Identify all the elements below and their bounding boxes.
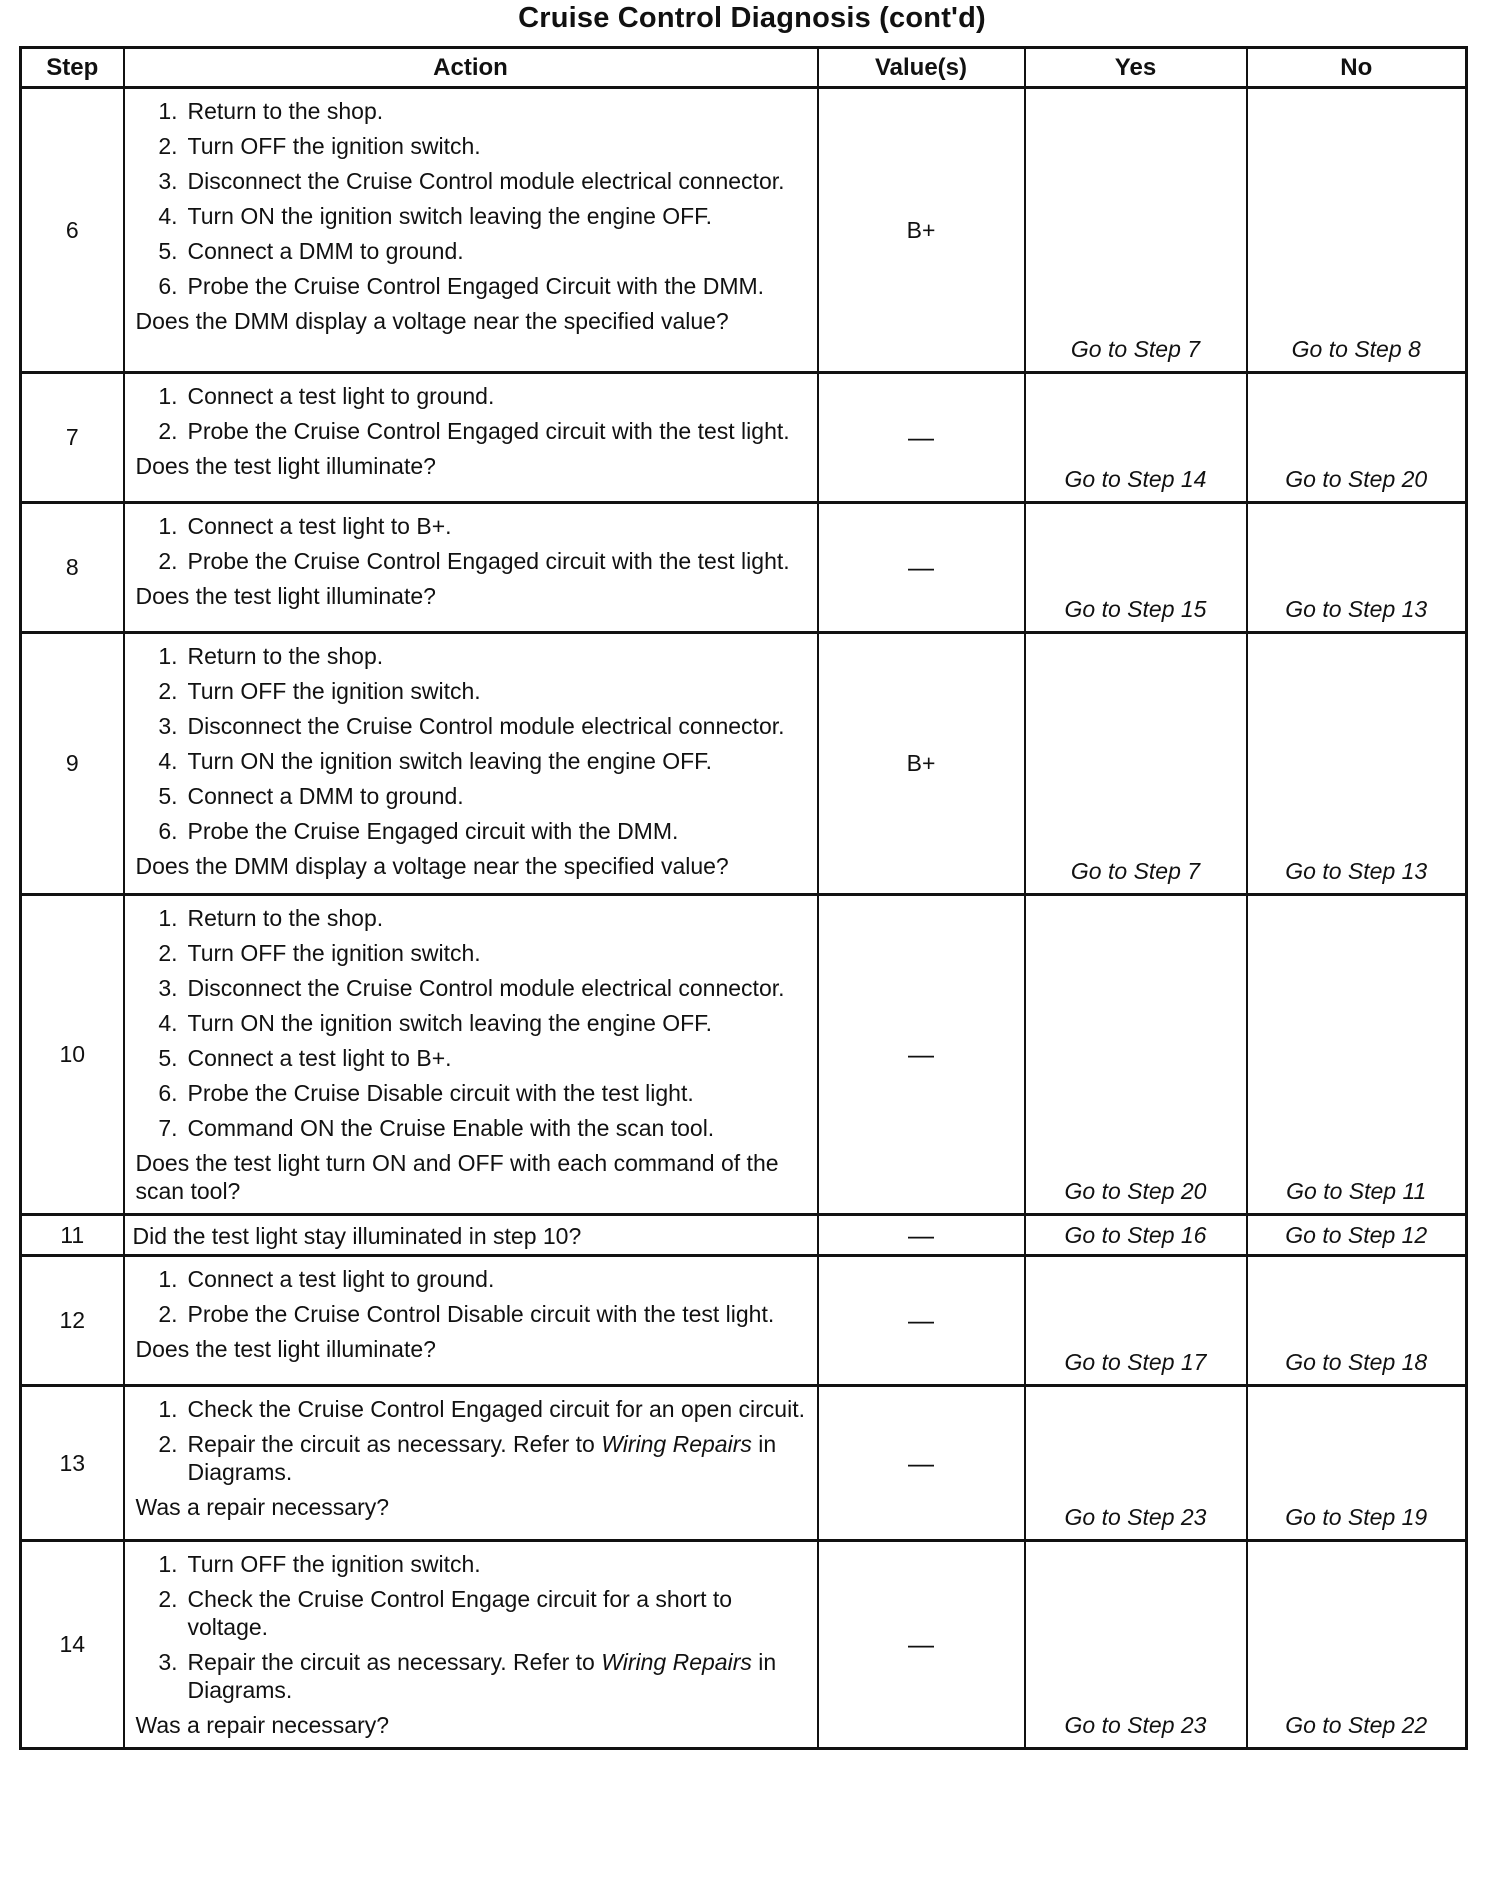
yes-goto: Go to Step 17 (1025, 1256, 1247, 1386)
action-steps (136, 1550, 809, 1704)
yes-goto: Go to Step 14 (1025, 373, 1247, 503)
table-row (21, 373, 1467, 503)
step-text-main: Probe the Cruise Engaged circuit with the DMM. (187, 818, 679, 844)
value-text: B+ (906, 750, 936, 776)
table-row (21, 503, 1467, 633)
step-index: 4. (158, 1010, 178, 1036)
step-index: 2. (158, 133, 178, 159)
step-text (188, 1300, 809, 1328)
step-index: 4. (158, 748, 178, 774)
header-value: Value(s) (818, 48, 1025, 88)
step-index: 2. (158, 1301, 178, 1327)
step-text (188, 1009, 809, 1037)
no-goto: Go to Step 22 (1247, 1541, 1467, 1749)
action-step (136, 642, 809, 670)
no-goto: Go to Step 19 (1247, 1386, 1467, 1541)
step-index: 1. (158, 1396, 178, 1422)
step-number: 14 (21, 1541, 124, 1749)
step-text-main: Turn OFF the ignition switch. (187, 1551, 481, 1577)
step-index: 1. (158, 98, 178, 124)
step-number: 11 (21, 1215, 124, 1256)
action-step (136, 237, 809, 265)
step-text (188, 1044, 809, 1072)
action-step (136, 1648, 809, 1704)
value-text: — (908, 1219, 934, 1250)
action-cell (124, 1215, 818, 1256)
step-text (188, 677, 809, 705)
action-step (136, 677, 809, 705)
no-goto: Go to Step 18 (1247, 1256, 1467, 1386)
header-yes: Yes (1025, 48, 1247, 88)
step-text (188, 1114, 809, 1142)
action-step (136, 1430, 809, 1486)
step-index: 2. (158, 548, 178, 574)
step-text-main: Turn ON the ignition switch leaving the engine OFF. (187, 1010, 713, 1036)
step-text-main: Return to the shop. (187, 905, 384, 931)
step-text-main: Probe the Cruise Control Engaged circuit with the test light. (187, 418, 790, 444)
step-text (188, 272, 809, 300)
step-text (188, 817, 809, 845)
header-action: Action (124, 48, 818, 88)
step-text-main: Probe the Cruise Disable circuit with the test light. (187, 1080, 694, 1106)
step-index: 2. (158, 418, 178, 444)
action-step (136, 167, 809, 195)
step-number: 6 (21, 88, 124, 373)
action-step (136, 1114, 809, 1142)
action-step (136, 417, 809, 445)
step-text (188, 167, 809, 195)
action-step (136, 1044, 809, 1072)
action-step (136, 547, 809, 575)
value-text: — (908, 1305, 934, 1335)
step-number: 8 (21, 503, 124, 633)
step-index: 4. (158, 203, 178, 229)
step-text-main: Connect a test light to ground. (187, 1266, 495, 1292)
step-index: 1. (158, 513, 178, 539)
action-step (136, 939, 809, 967)
step-number: 9 (21, 633, 124, 895)
value-text: — (908, 1447, 934, 1478)
step-text (188, 747, 809, 775)
action-steps (136, 904, 809, 1142)
step-index: 3. (158, 713, 178, 739)
step-text (188, 1585, 809, 1641)
step-index: 1. (158, 643, 178, 669)
step-text-main: Repair the circuit as necessary. Refer to (187, 1649, 602, 1675)
action-step (136, 512, 809, 540)
action-cell (124, 1256, 818, 1386)
action-steps (136, 97, 809, 300)
action-steps (136, 1265, 809, 1328)
no-goto: Go to Step 12 (1247, 1215, 1467, 1256)
question-text: Does the test light turn ON and OFF with each command of the scan tool? (135, 1150, 779, 1204)
step-index: 2. (158, 678, 178, 704)
step-text (188, 1648, 809, 1704)
step-text (188, 712, 809, 740)
step-index: 7. (158, 1115, 178, 1141)
step-number: 13 (21, 1386, 124, 1541)
action-step (136, 382, 809, 410)
action-cell (124, 1541, 818, 1749)
value-cell (818, 373, 1025, 503)
value-cell (818, 503, 1025, 633)
table-body (21, 88, 1467, 1749)
action-step (136, 817, 809, 845)
step-text-main: Check the Cruise Control Engaged circuit for an open circuit. (187, 1396, 805, 1422)
step-index: 2. (158, 1431, 178, 1457)
question-text: Did the test light stay illuminated in step 10? (132, 1223, 582, 1249)
value-cell (818, 88, 1025, 373)
step-text (188, 904, 809, 932)
action-cell (124, 503, 818, 633)
question-text: Does the DMM display a voltage near the specified value? (135, 853, 729, 879)
header-step: Step (21, 48, 124, 88)
action-step (136, 747, 809, 775)
diagnosis-table (19, 46, 1468, 1750)
action-step (136, 1585, 809, 1641)
step-text-main: Connect a test light to ground. (187, 383, 495, 409)
yes-goto: Go to Step 7 (1025, 633, 1247, 895)
step-text (188, 547, 809, 575)
yes-goto: Go to Step 7 (1025, 88, 1247, 373)
action-cell (124, 373, 818, 503)
action-step (136, 1079, 809, 1107)
value-cell (818, 1256, 1025, 1386)
step-index: 1. (158, 1551, 178, 1577)
yes-goto: Go to Step 15 (1025, 503, 1247, 633)
step-index: 1. (158, 383, 178, 409)
step-index: 2. (158, 940, 178, 966)
step-text-main: Turn ON the ignition switch leaving the engine OFF. (187, 203, 713, 229)
step-text-main: Turn ON the ignition switch leaving the engine OFF. (187, 748, 713, 774)
action-step (136, 202, 809, 230)
table-row (21, 633, 1467, 895)
no-goto: Go to Step 20 (1247, 373, 1467, 503)
step-index: 3. (158, 1649, 178, 1675)
action-step (136, 904, 809, 932)
step-index: 5. (158, 1045, 178, 1071)
step-index: 6. (158, 818, 178, 844)
no-goto: Go to Step 8 (1247, 88, 1467, 373)
step-text-main: Probe the Cruise Control Engaged circuit with the test light. (187, 548, 790, 574)
table-row (21, 88, 1467, 373)
question-text: Was a repair necessary? (135, 1494, 390, 1520)
action-step (136, 1395, 809, 1423)
page-title: Cruise Control Diagnosis (cont'd) (518, 2, 986, 34)
step-text (188, 1430, 809, 1486)
action-cell (124, 1386, 818, 1541)
action-step (136, 1009, 809, 1037)
step-text (188, 97, 809, 125)
action-cell (124, 895, 818, 1215)
action-step (136, 712, 809, 740)
step-text (188, 1079, 809, 1107)
step-text-main: Command ON the Cruise Enable with the scan tool. (187, 1115, 715, 1141)
action-steps (136, 512, 809, 575)
table-row (21, 1541, 1467, 1749)
step-index: 6. (158, 1080, 178, 1106)
step-text (188, 939, 809, 967)
step-text (188, 132, 809, 160)
reference-title: Wiring Repairs (601, 1431, 752, 1457)
step-index: 2. (158, 1586, 178, 1612)
action-step (136, 1265, 809, 1293)
step-text (188, 642, 809, 670)
step-text-after: in Diagrams. (187, 1431, 777, 1485)
step-text (188, 202, 809, 230)
step-index: 5. (158, 238, 178, 264)
value-cell (818, 1215, 1025, 1256)
no-goto: Go to Step 11 (1247, 895, 1467, 1215)
yes-goto: Go to Step 16 (1025, 1215, 1247, 1256)
action-cell (124, 633, 818, 895)
value-cell (818, 1386, 1025, 1541)
step-text-main: Return to the shop. (187, 98, 384, 124)
step-text-main: Disconnect the Cruise Control module electrical connector. (187, 713, 785, 739)
step-text (188, 782, 809, 810)
step-text (188, 1265, 809, 1293)
step-text-main: Turn OFF the ignition switch. (187, 133, 481, 159)
step-index: 3. (158, 975, 178, 1001)
step-index: 6. (158, 273, 178, 299)
step-text-main: Disconnect the Cruise Control module electrical connector. (187, 168, 785, 194)
yes-goto: Go to Step 20 (1025, 895, 1247, 1215)
step-index: 1. (158, 905, 178, 931)
no-goto: Go to Step 13 (1247, 503, 1467, 633)
step-text (188, 512, 809, 540)
header-no: No (1247, 48, 1467, 88)
action-steps (136, 1395, 809, 1486)
action-step (136, 974, 809, 1002)
step-text (188, 237, 809, 265)
question-text: Was a repair necessary? (135, 1712, 390, 1738)
step-text-main: Probe the Cruise Control Disable circuit with the test light. (187, 1301, 775, 1327)
table-row (21, 895, 1467, 1215)
value-text: — (908, 552, 934, 582)
action-cell (124, 88, 818, 373)
step-text-main: Disconnect the Cruise Control module electrical connector. (187, 975, 785, 1001)
step-text (188, 974, 809, 1002)
step-text (188, 382, 809, 410)
step-text-main: Connect a DMM to ground. (187, 238, 464, 264)
value-cell (818, 633, 1025, 895)
table-row (21, 1386, 1467, 1541)
action-step (136, 1550, 809, 1578)
question-text: Does the DMM display a voltage near the specified value? (135, 308, 729, 334)
no-goto: Go to Step 13 (1247, 633, 1467, 895)
action-step (136, 132, 809, 160)
question-text: Does the test light illuminate? (135, 1336, 436, 1362)
step-text-main: Connect a test light to B+. (187, 513, 452, 539)
step-text-main: Connect a DMM to ground. (187, 783, 464, 809)
step-text-main: Check the Cruise Control Engage circuit for a short to voltage. (187, 1586, 733, 1640)
step-text (188, 1550, 809, 1578)
step-index: 1. (158, 1266, 178, 1292)
step-text-main: Return to the shop. (187, 643, 384, 669)
table-row (21, 1215, 1467, 1256)
step-text (188, 417, 809, 445)
action-step (136, 272, 809, 300)
action-step (136, 97, 809, 125)
yes-goto: Go to Step 23 (1025, 1386, 1247, 1541)
value-text: — (908, 1629, 934, 1659)
action-steps (136, 642, 809, 845)
step-number: 10 (21, 895, 124, 1215)
step-number: 12 (21, 1256, 124, 1386)
step-text-main: Turn OFF the ignition switch. (187, 940, 481, 966)
header-row (21, 48, 1467, 88)
step-text-main: Probe the Cruise Control Engaged Circuit with the DMM. (187, 273, 765, 299)
value-text: — (908, 1039, 934, 1069)
step-text (188, 1395, 809, 1423)
question-text: Does the test light illuminate? (135, 583, 436, 609)
step-number: 7 (21, 373, 124, 503)
action-step (136, 1300, 809, 1328)
value-text: — (908, 422, 934, 452)
step-text-main: Repair the circuit as necessary. Refer to (187, 1431, 602, 1457)
action-step (136, 782, 809, 810)
step-index: 3. (158, 168, 178, 194)
step-text-after: in Diagrams. (187, 1649, 777, 1703)
value-cell (818, 1541, 1025, 1749)
value-text: B+ (906, 216, 936, 243)
step-text-main: Turn OFF the ignition switch. (187, 678, 481, 704)
table-row (21, 1256, 1467, 1386)
step-text-main: Connect a test light to B+. (187, 1045, 452, 1071)
yes-goto: Go to Step 23 (1025, 1541, 1247, 1749)
step-index: 5. (158, 783, 178, 809)
action-steps (136, 382, 809, 445)
value-cell (818, 895, 1025, 1215)
reference-title: Wiring Repairs (601, 1649, 752, 1675)
question-text: Does the test light illuminate? (135, 453, 436, 479)
